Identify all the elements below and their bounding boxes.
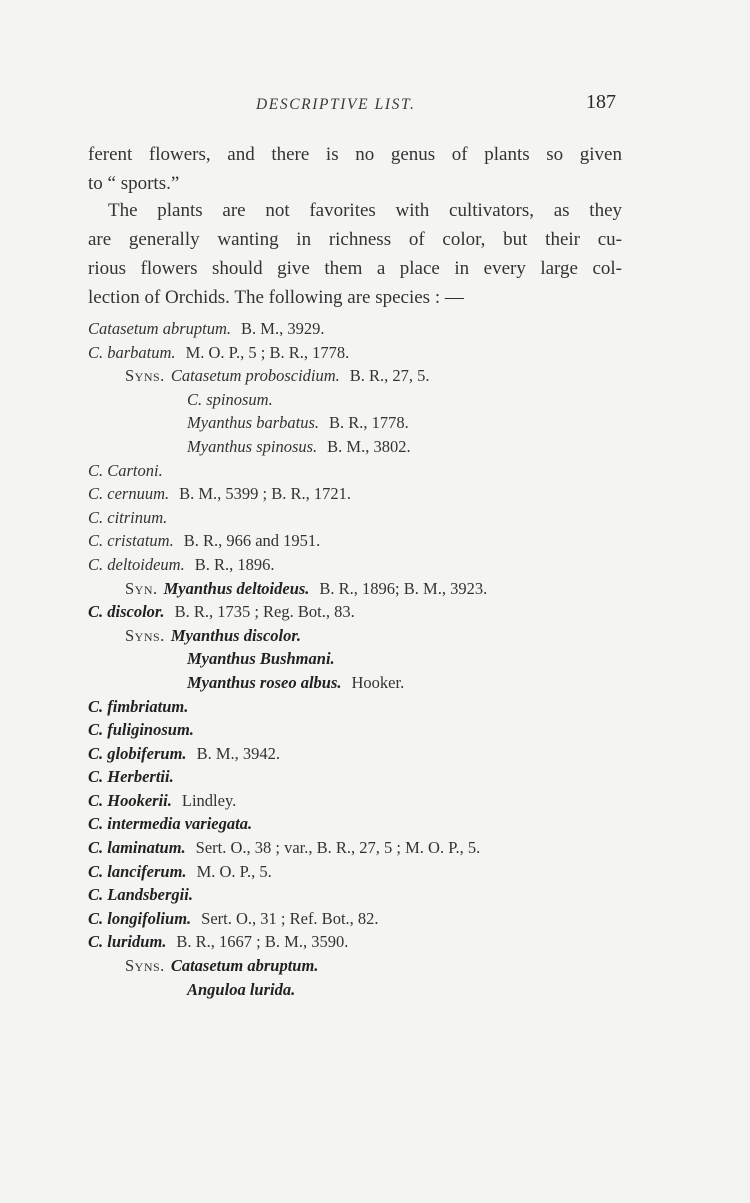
synonym-entry bbox=[88, 388, 648, 412]
reference-citation: Hooker. bbox=[351, 672, 405, 692]
species-name: Catasetum abruptum. bbox=[170, 956, 319, 976]
species-name: C. luridum. bbox=[88, 932, 167, 952]
synonym-entry bbox=[88, 435, 648, 459]
species-name: Myanthus discolor. bbox=[170, 625, 302, 645]
species-entry bbox=[88, 695, 648, 719]
synonym-entry bbox=[88, 411, 648, 435]
synonym-entry bbox=[88, 978, 648, 1002]
species-entry bbox=[88, 812, 648, 836]
synonym-entry bbox=[88, 671, 648, 695]
species-name: C. lanciferum. bbox=[88, 861, 187, 881]
reference-citation: B. M., 3942. bbox=[196, 743, 280, 763]
reference-citation: B. M., 3802. bbox=[327, 436, 411, 456]
page-number: 187 bbox=[586, 91, 616, 113]
species-name: Catasetum proboscidium. bbox=[170, 366, 340, 386]
species-name: Myanthus deltoideus. bbox=[163, 578, 310, 598]
reference-citation: B. R., 1778. bbox=[329, 413, 409, 433]
species-name: C. Cartoni. bbox=[88, 460, 163, 480]
running-header-title: DESCRIPTIVE LIST. bbox=[256, 96, 416, 113]
paragraph-intro bbox=[88, 196, 622, 312]
species-entry bbox=[88, 317, 648, 341]
species-name: C. discolor. bbox=[88, 602, 165, 622]
reference-citation: B. M., 3929. bbox=[241, 319, 325, 338]
species-name: Myanthus barbatus. bbox=[187, 413, 319, 433]
synonym-label: Syns. bbox=[125, 625, 165, 645]
reference-citation: B. R., 966 and 1951. bbox=[183, 531, 321, 551]
species-name: C. Hookerii. bbox=[88, 790, 172, 810]
reference-citation: M. O. P., 5 ; B. R., 1778. bbox=[185, 342, 350, 362]
synonym-entry bbox=[88, 364, 648, 388]
reference-citation: Sert. O., 38 ; var., B. R., 27, 5 ; M. O. P., 5. bbox=[195, 838, 481, 858]
species-name: C. Landsbergii. bbox=[88, 885, 193, 905]
species-name: Catasetum abruptum. bbox=[88, 319, 232, 338]
reference-citation: B. M., 5399 ; B. R., 1721. bbox=[179, 484, 352, 504]
species-entry bbox=[88, 930, 648, 954]
synonym-label: Syns. bbox=[125, 956, 165, 976]
reference-citation: B. R., 1896; B. M., 3923. bbox=[319, 578, 488, 598]
species-entry bbox=[88, 765, 648, 789]
paragraph-line: ferent flowers, and there is no genus of plants so given bbox=[88, 144, 622, 165]
reference-citation: Lindley. bbox=[181, 790, 237, 810]
paragraph-line: The plants are not favorites with cultivators, as they bbox=[108, 200, 622, 221]
species-entry bbox=[88, 482, 648, 506]
reference-citation: B. R., 27, 5. bbox=[349, 366, 430, 386]
paragraph-line: lection of Orchids. The following are species : — bbox=[88, 287, 464, 308]
synonym-label: Syn. bbox=[125, 578, 158, 598]
species-name: C. spinosum. bbox=[187, 389, 273, 409]
species-name: C. globiferum. bbox=[88, 743, 187, 763]
species-entry bbox=[88, 600, 648, 624]
species-name: C. laminatum. bbox=[88, 838, 186, 858]
species-entry bbox=[88, 907, 648, 931]
reference-citation: B. R., 1667 ; B. M., 3590. bbox=[176, 932, 349, 952]
synonym-label: Syns. bbox=[125, 366, 165, 386]
species-name: C. deltoideum. bbox=[88, 554, 185, 574]
species-name: C. Herbertii. bbox=[88, 767, 174, 787]
species-entry bbox=[88, 742, 648, 766]
species-name: Myanthus Bushmani. bbox=[187, 649, 335, 669]
species-entry bbox=[88, 718, 648, 742]
species-entry bbox=[88, 789, 648, 813]
paragraph-line: to “ sports.” bbox=[88, 173, 180, 194]
paragraph-line: rious flowers should give them a place in every large col- bbox=[88, 258, 622, 279]
reference-citation: M. O. P., 5. bbox=[196, 861, 272, 881]
reference-citation: Sert. O., 31 ; Ref. Bot., 82. bbox=[201, 908, 379, 928]
species-list bbox=[88, 317, 648, 1001]
species-entry bbox=[88, 506, 648, 530]
species-name: C. citrinum. bbox=[88, 507, 168, 527]
species-name: C. fimbriatum. bbox=[88, 696, 189, 716]
species-entry bbox=[88, 341, 648, 365]
paragraph-continuation bbox=[88, 140, 622, 198]
species-entry bbox=[88, 883, 648, 907]
species-name: C. cernuum. bbox=[88, 484, 170, 504]
species-name: Myanthus roseo albus. bbox=[187, 672, 342, 692]
reference-citation: B. R., 1896. bbox=[194, 554, 275, 574]
synonym-entry bbox=[88, 647, 648, 671]
synonym-entry bbox=[88, 624, 648, 648]
species-name: Anguloa lurida. bbox=[187, 979, 296, 999]
species-name: C. longifolium. bbox=[88, 908, 192, 928]
paragraph-line: are generally wanting in richness of color, but their cu- bbox=[88, 229, 622, 250]
species-entry bbox=[88, 553, 648, 577]
species-entry bbox=[88, 836, 648, 860]
species-name: C. barbatum. bbox=[88, 342, 176, 362]
reference-citation: B. R., 1735 ; Reg. Bot., 83. bbox=[174, 602, 355, 622]
synonym-entry bbox=[88, 577, 648, 601]
species-entry bbox=[88, 860, 648, 884]
species-name: C. cristatum. bbox=[88, 531, 174, 551]
synonym-entry bbox=[88, 954, 648, 978]
species-entry bbox=[88, 529, 648, 553]
species-name: C. intermedia variegata. bbox=[88, 814, 253, 834]
species-name: C. fuliginosum. bbox=[88, 720, 194, 740]
species-entry bbox=[88, 459, 648, 483]
species-name: Myanthus spinosus. bbox=[187, 436, 318, 456]
